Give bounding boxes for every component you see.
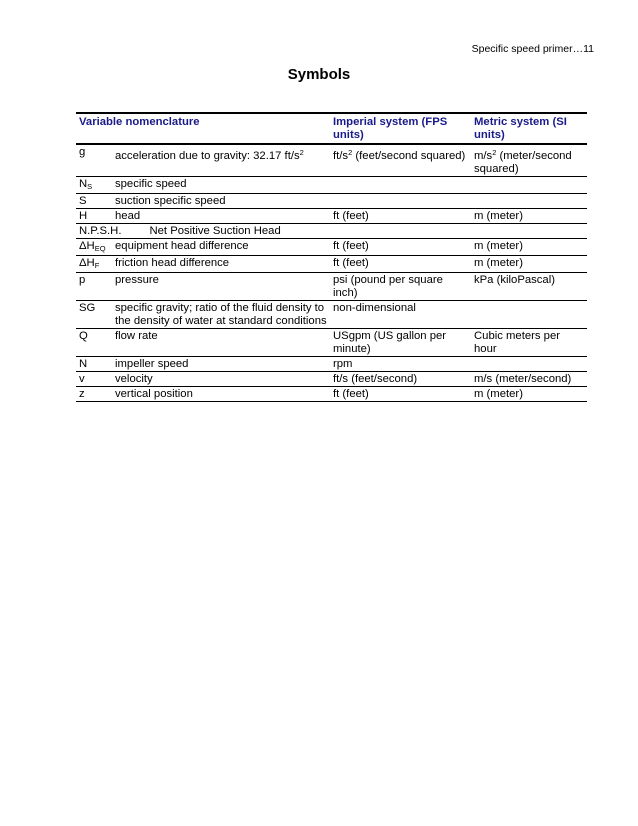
description-cell: friction head difference xyxy=(112,256,330,273)
description-cell: head xyxy=(112,209,330,224)
symbol-cell: N xyxy=(76,357,112,372)
symbol-cell: $\Delta H_F$ xyxy=(76,256,112,273)
table-row xyxy=(76,177,587,194)
description-cell: flow rate xyxy=(112,329,330,357)
symbol-cell: v xyxy=(76,372,112,387)
metric-cell: m (meter) xyxy=(471,387,587,402)
description-cell: velocity xyxy=(112,372,330,387)
imperial-cell: psi (pound per square inch) xyxy=(330,273,471,301)
imperial-cell: ft (feet) xyxy=(330,239,471,256)
metric-cell: m (meter) xyxy=(471,256,587,273)
symbol-cell: p xyxy=(76,273,112,301)
table-row xyxy=(76,301,587,329)
header-metric-system: Metric system (SI units) xyxy=(471,113,587,144)
symbol-cell: $N_S$ xyxy=(76,177,112,194)
symbol: N.P.S.H. xyxy=(79,225,122,237)
imperial-cell: ft (feet) xyxy=(330,387,471,402)
symbol-cell: $\Delta H_{EQ}$ xyxy=(76,239,112,256)
imperial-cell: $ft/s^2$ (feet/second squared) xyxy=(330,144,471,177)
description-cell: pressure xyxy=(112,273,330,301)
table-row xyxy=(76,329,587,357)
symbol-cell: z xyxy=(76,387,112,402)
description-cell: acceleration due to gravity: 32.17 $ft/s^2$ xyxy=(112,144,330,177)
metric-cell xyxy=(471,357,587,372)
imperial-cell xyxy=(330,194,471,209)
table-row xyxy=(76,372,587,387)
metric-cell: $m/s^2$ (meter/second squared) xyxy=(471,144,587,177)
table-row xyxy=(76,256,587,273)
metric-cell: m (meter) xyxy=(471,209,587,224)
table-row xyxy=(76,224,587,239)
imperial-cell: ft/s (feet/second) xyxy=(330,372,471,387)
metric-cell: m (meter) xyxy=(471,239,587,256)
table-row xyxy=(76,273,587,301)
header-imperial-system: Imperial system (FPS units) xyxy=(330,113,471,144)
header-variable-nomenclature: Variable nomenclature xyxy=(76,113,330,144)
imperial-cell: ft (feet) xyxy=(330,256,471,273)
page-title: Symbols xyxy=(287,66,351,83)
metric-cell xyxy=(471,301,587,329)
running-header: Specific speed primer…11 xyxy=(471,43,594,55)
symbol-cell: S xyxy=(76,194,112,209)
table-row xyxy=(76,357,587,372)
imperial-cell xyxy=(330,177,471,194)
symbol-cell: g xyxy=(76,144,112,177)
description-cell: vertical position xyxy=(112,387,330,402)
symbol-cell: SG xyxy=(76,301,112,329)
symbol-cell: H xyxy=(76,209,112,224)
imperial-cell: rpm xyxy=(330,357,471,372)
table-row xyxy=(76,239,587,256)
symbol-description-cell xyxy=(76,224,330,239)
description: Net Positive Suction Head xyxy=(149,225,281,237)
table-row xyxy=(76,209,587,224)
metric-cell xyxy=(471,224,587,239)
table-row xyxy=(76,387,587,402)
metric-cell: kPa (kiloPascal) xyxy=(471,273,587,301)
imperial-cell: USgpm (US gallon per minute) xyxy=(330,329,471,357)
table-header-row xyxy=(76,113,587,144)
symbols-table xyxy=(76,112,587,402)
description-cell: specific gravity; ratio of the fluid density to the density of water at standard conditions xyxy=(112,301,330,329)
description-cell: specific speed xyxy=(112,177,330,194)
description-cell: suction specific speed xyxy=(112,194,330,209)
metric-cell: m/s (meter/second) xyxy=(471,372,587,387)
description-cell: equipment head difference xyxy=(112,239,330,256)
metric-cell xyxy=(471,177,587,194)
imperial-cell xyxy=(330,224,471,239)
table-row xyxy=(76,194,587,209)
metric-cell xyxy=(471,194,587,209)
description-cell: impeller speed xyxy=(112,357,330,372)
metric-cell: Cubic meters per hour xyxy=(471,329,587,357)
imperial-cell: ft (feet) xyxy=(330,209,471,224)
symbol-cell: Q xyxy=(76,329,112,357)
imperial-cell: non-dimensional xyxy=(330,301,471,329)
table-row xyxy=(76,144,587,177)
